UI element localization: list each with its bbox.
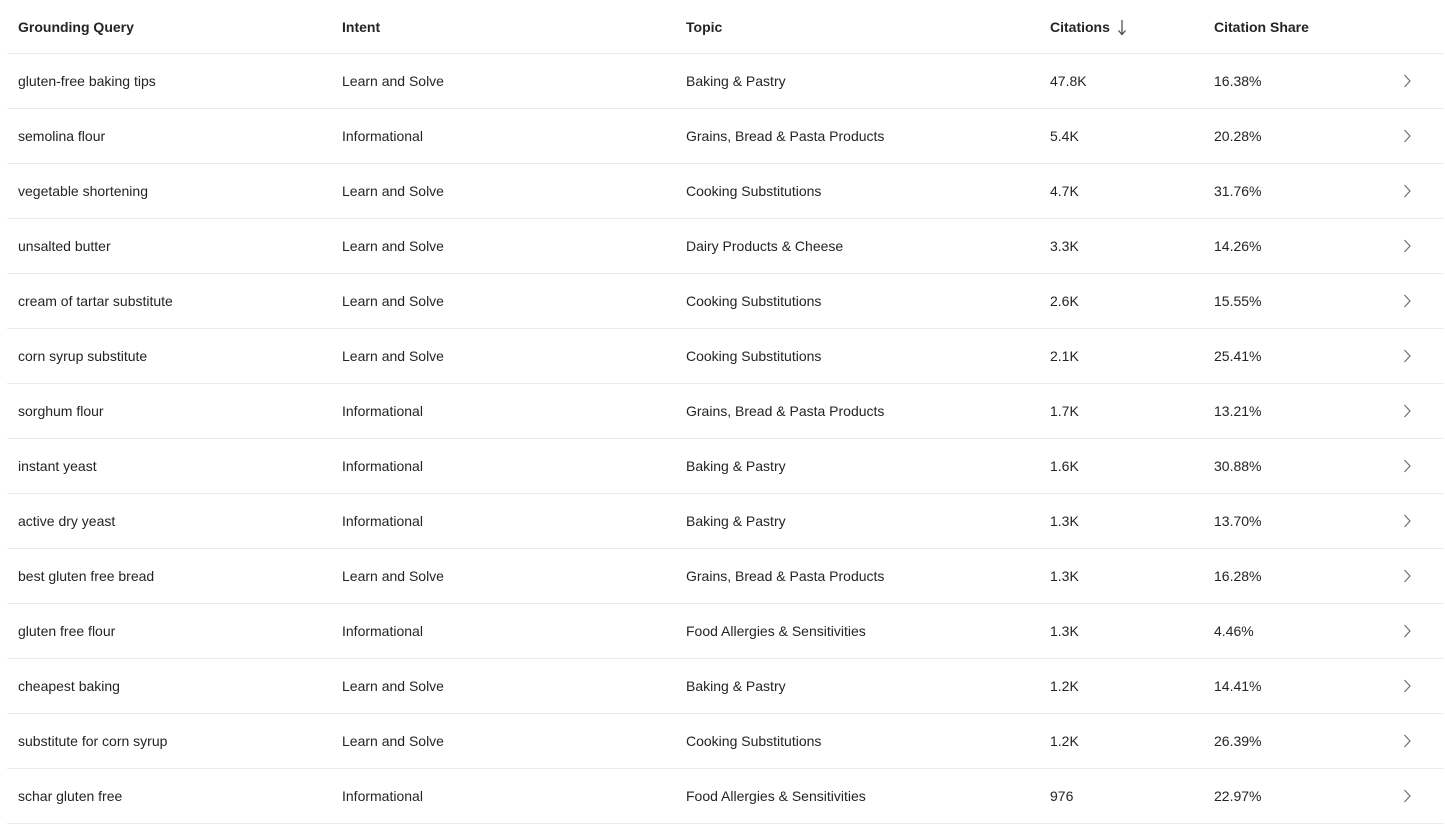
cell-citations: 5.4K	[1050, 128, 1079, 144]
cell-topic: Baking & Pastry	[686, 513, 786, 529]
table-row[interactable]	[7, 604, 1444, 659]
cell-topic: Cooking Substitutions	[686, 183, 822, 199]
chevron-right-icon[interactable]	[1397, 714, 1417, 768]
cell-citations: 4.7K	[1050, 183, 1079, 199]
cell-topic: Food Allergies & Sensitivities	[686, 623, 866, 639]
chevron-right-icon[interactable]	[1397, 329, 1417, 383]
chevron-right-icon[interactable]	[1397, 164, 1417, 218]
table-row[interactable]	[7, 769, 1444, 824]
cell-topic: Cooking Substitutions	[686, 293, 822, 309]
cell-intent: Learn and Solve	[342, 293, 444, 309]
cell-grounding-query: active dry yeast	[18, 513, 116, 529]
cell-topic: Baking & Pastry	[686, 458, 786, 474]
column-header-citations-label: Citations	[1050, 18, 1110, 35]
cell-grounding-query: substitute for corn syrup	[18, 733, 168, 749]
cell-citation-share: 22.97%	[1214, 788, 1262, 804]
cell-citation-share: 26.39%	[1214, 733, 1262, 749]
cell-citations: 1.7K	[1050, 403, 1079, 419]
table-row[interactable]	[7, 164, 1444, 219]
cell-intent: Learn and Solve	[342, 568, 444, 584]
cell-citation-share: 14.26%	[1214, 238, 1262, 254]
cell-citation-share: 15.55%	[1214, 293, 1262, 309]
cell-citations: 1.3K	[1050, 568, 1079, 584]
cell-citation-share: 14.41%	[1214, 678, 1262, 694]
grounding-queries-table	[7, 0, 1444, 824]
chevron-right-icon[interactable]	[1397, 219, 1417, 273]
cell-grounding-query: unsalted butter	[18, 238, 111, 254]
cell-intent: Informational	[342, 403, 423, 419]
table-row[interactable]	[7, 494, 1444, 549]
cell-citation-share: 31.76%	[1214, 183, 1262, 199]
table-row[interactable]	[7, 659, 1444, 714]
chevron-right-icon[interactable]	[1397, 109, 1417, 163]
cell-topic: Food Allergies & Sensitivities	[686, 788, 866, 804]
cell-citations: 47.8K	[1050, 73, 1087, 89]
chevron-right-icon[interactable]	[1397, 494, 1417, 548]
cell-grounding-query: corn syrup substitute	[18, 348, 148, 364]
column-header-topic[interactable]: Topic	[686, 18, 723, 35]
cell-citation-share: 16.38%	[1214, 73, 1262, 89]
cell-intent: Informational	[342, 458, 423, 474]
table-row[interactable]	[7, 549, 1444, 604]
cell-citation-share: 25.41%	[1214, 348, 1262, 364]
cell-grounding-query: vegetable shortening	[18, 183, 148, 199]
cell-citation-share: 16.28%	[1214, 568, 1262, 584]
cell-topic: Dairy Products & Cheese	[686, 238, 844, 254]
cell-topic: Grains, Bread & Pasta Products	[686, 128, 885, 144]
cell-intent: Learn and Solve	[342, 183, 444, 199]
cell-intent: Informational	[342, 128, 423, 144]
cell-grounding-query: semolina flour	[18, 128, 106, 144]
cell-topic: Cooking Substitutions	[686, 348, 822, 364]
chevron-right-icon[interactable]	[1397, 604, 1417, 658]
column-header-citation-share[interactable]: Citation Share	[1214, 18, 1309, 35]
cell-intent: Learn and Solve	[342, 678, 444, 694]
cell-citations: 3.3K	[1050, 238, 1079, 254]
cell-citations: 1.2K	[1050, 678, 1079, 694]
chevron-right-icon[interactable]	[1397, 384, 1417, 438]
cell-intent: Informational	[342, 623, 423, 639]
table-row[interactable]	[7, 439, 1444, 494]
cell-grounding-query: sorghum flour	[18, 403, 104, 419]
cell-topic: Baking & Pastry	[686, 73, 786, 89]
cell-intent: Learn and Solve	[342, 238, 444, 254]
table-row[interactable]	[7, 109, 1444, 164]
table-row[interactable]	[7, 329, 1444, 384]
cell-citation-share: 13.70%	[1214, 513, 1262, 529]
column-header-grounding-query[interactable]: Grounding Query	[18, 18, 134, 35]
cell-intent: Informational	[342, 788, 423, 804]
chevron-right-icon[interactable]	[1397, 659, 1417, 713]
cell-grounding-query: instant yeast	[18, 458, 97, 474]
chevron-right-icon[interactable]	[1397, 769, 1417, 823]
chevron-right-icon[interactable]	[1397, 274, 1417, 328]
arrow-down-icon	[1117, 19, 1127, 36]
table-row[interactable]	[7, 714, 1444, 769]
table-row[interactable]	[7, 219, 1444, 274]
table-header	[7, 0, 1444, 54]
cell-citations: 1.6K	[1050, 458, 1079, 474]
cell-grounding-query: gluten-free baking tips	[18, 73, 156, 89]
cell-citations: 1.3K	[1050, 513, 1079, 529]
chevron-right-icon[interactable]	[1397, 439, 1417, 493]
cell-topic: Grains, Bread & Pasta Products	[686, 403, 885, 419]
table-row[interactable]	[7, 274, 1444, 329]
cell-topic: Grains, Bread & Pasta Products	[686, 568, 885, 584]
cell-grounding-query: best gluten free bread	[18, 568, 155, 584]
chevron-right-icon[interactable]	[1397, 549, 1417, 603]
cell-intent: Learn and Solve	[342, 733, 444, 749]
cell-citations: 2.6K	[1050, 293, 1079, 309]
cell-citations: 976	[1050, 788, 1074, 804]
chevron-right-icon[interactable]	[1397, 54, 1417, 108]
table-row[interactable]	[7, 384, 1444, 439]
cell-citations: 2.1K	[1050, 348, 1079, 364]
column-header-citations[interactable]	[1050, 0, 1127, 53]
cell-grounding-query: cream of tartar substitute	[18, 293, 173, 309]
cell-grounding-query: gluten free flour	[18, 623, 116, 639]
cell-topic: Baking & Pastry	[686, 678, 786, 694]
cell-citations: 1.2K	[1050, 733, 1079, 749]
column-header-intent[interactable]: Intent	[342, 18, 381, 35]
cell-grounding-query: cheapest baking	[18, 678, 120, 694]
cell-citations: 1.3K	[1050, 623, 1079, 639]
cell-citation-share: 13.21%	[1214, 403, 1262, 419]
cell-intent: Learn and Solve	[342, 348, 444, 364]
cell-grounding-query: schar gluten free	[18, 788, 123, 804]
cell-topic: Cooking Substitutions	[686, 733, 822, 749]
cell-citation-share: 30.88%	[1214, 458, 1262, 474]
table-body	[7, 54, 1444, 824]
table-row[interactable]	[7, 54, 1444, 109]
cell-intent: Informational	[342, 513, 423, 529]
cell-citation-share: 20.28%	[1214, 128, 1262, 144]
cell-citation-share: 4.46%	[1214, 623, 1254, 639]
cell-intent: Learn and Solve	[342, 73, 444, 89]
